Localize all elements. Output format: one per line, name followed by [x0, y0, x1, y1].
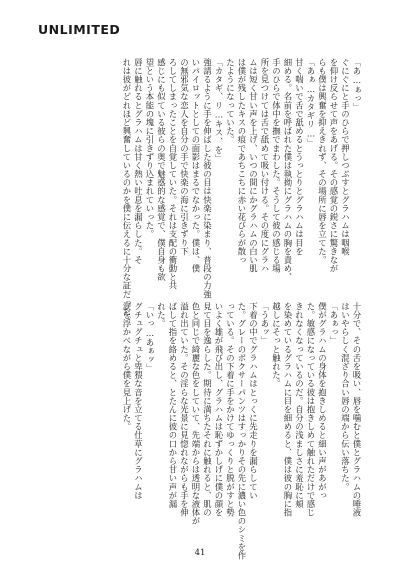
text-line: 強請るように手を伸ばした彼の目は快楽に染まり、普段の力強	[202, 58, 213, 299]
text-line: らも僕は興奮を抑えきれず、その場所に唇を立てた。	[317, 58, 328, 265]
text-line: 色と同じで綺麗な色をしていて、先端からは透明な液体が	[191, 302, 201, 526]
text-line: 僕がグラハムの身体を抱きしめると細い声があがっ	[317, 302, 328, 500]
text-line: いよく雄が飛び出し、グラハムは恥ずかしげに僕の顔を	[214, 302, 224, 517]
text-line: 「うあッ」	[260, 302, 270, 345]
text-line: 甘く喘いで舌で舐めるとうっとりとグラハムは目を	[294, 58, 305, 256]
text-line: ぐにぐにと手のひらで押しつぶすとグラハムは咽喉	[340, 58, 351, 256]
text-line: きれなくなっているのだ。自分の浅ましさに羞恥に頬	[294, 302, 305, 509]
text-line: 細める。名前を呼ばれた僕は執拗にグラハムの胸を責め、	[283, 58, 293, 282]
text-line: 「あ…ぁっ」	[352, 58, 362, 112]
text-line: ムは短く甘い声を上げ、いつの間にかグラハムの白い肌	[248, 58, 259, 273]
text-line: ばして指を絡めると、とたんに彼の口から甘い声が漏	[168, 302, 178, 509]
text-line: 「いっ…あぁッ」	[145, 302, 155, 373]
text-line: の無邪気な恋人を自分の手で快楽の海に引きずり下	[179, 58, 190, 256]
text-line: は僕が残したキスの痕であちこちに赤い花びらが散っ	[237, 58, 247, 265]
text-line: た。グレーのボクサーパンツはすっかりその先に濃い色のシミを作	[237, 302, 247, 560]
text-line: いパイロットとしての面影はまるでなかった。僕は、僕	[191, 58, 201, 273]
text-line: グチュグチュと卑猥な音を立てる仕草にグラハムは	[133, 302, 144, 500]
text-line: 所を見つけては舌で舐めて吸い付ける。その度にグラハ	[260, 58, 270, 273]
text-line: たようになっていた。	[225, 58, 236, 144]
text-line: た。敏感になっている彼は抱きしめて触れただけで感じ	[306, 302, 316, 517]
text-line: を染めているグラハムに目を細めると、僕は彼の胸に指	[283, 302, 293, 517]
running-header-title: UNLIMITED	[38, 22, 121, 37]
text-line: 溢れ出ていた。その淫らな光景に見惚れながらも手を伸	[179, 302, 190, 517]
text-line: れた。	[156, 302, 167, 328]
text-line: を仰け反らせて声をあげる。その感覚の鋭さに驚きなが	[329, 58, 339, 273]
text-line: 感じにも似ている彼らの奥で魅惑的な感覚で、僕自身も欲	[156, 58, 167, 282]
text-line: 十分で、その舌を吸い、唇を噛むと僕とグラハムの唾液	[352, 302, 362, 517]
text-line: 「あぁ…カタギリ…」	[306, 58, 316, 148]
text-line: れは彼がどれほど興奮しているのかを僕に伝えるに十分な証だった。	[122, 58, 132, 325]
text-line: 手のひらで体中を撫でまわした。そうして彼の感じる場	[271, 58, 282, 273]
text-line: はいやらしく混ざり合い唇の端から伝い落ちた。	[340, 302, 351, 491]
text-line: 唇に触れるとグラハムは甘く熱い吐息を漏らした。そ	[133, 58, 144, 265]
text-line: 涙を浮かべながら僕を見上げた。	[122, 302, 132, 431]
page-number: 41	[194, 548, 206, 558]
text-line: 「カタギ、リ…キス、を」	[214, 58, 224, 163]
text-line: 望という本能の塊に引きずり込まれていった。	[145, 58, 155, 239]
text-line: ろしてしまったことを自覚していた。それは支配の衝動と共	[168, 58, 178, 290]
text-line: 下着の中でグラハムはとっくに先走りを漏らしてい	[248, 302, 259, 500]
text-line: 越しにそっと触れた。	[271, 302, 282, 388]
text-line: 「あぁっ」	[329, 302, 339, 345]
text-line: 見て目を逸らした。期待に満ちたそれに触れると、肌の	[202, 302, 213, 517]
text-line: っている。その下着に手をかけてゆっくりと脱がすと勢	[225, 302, 236, 517]
